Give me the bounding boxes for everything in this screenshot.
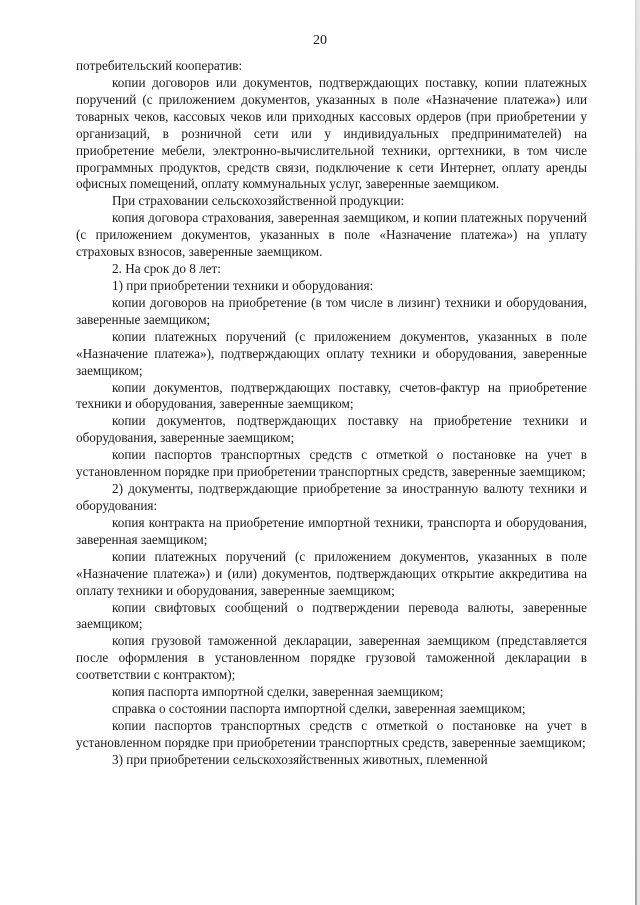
document-body bbox=[76, 58, 587, 769]
paragraph: При страховании сельскохозяйственной продукции: bbox=[112, 193, 405, 209]
paragraph: 2. На срок до 8 лет: bbox=[112, 261, 221, 277]
paragraph: копии паспортов транспортных средств с отметкой о постановке на учет в установленном порядке при приобретении транспортных средств, заверенные заемщиком; bbox=[76, 717, 587, 750]
paragraph: копии паспортов транспортных средств с отметкой о постановке на учет в установленном порядке при приобретении транспортных средств, заверенные заемщиком; bbox=[76, 447, 587, 480]
paragraph: копии документов, подтверждающих поставку на приобретение техники и оборудования, заверенные заемщиком; bbox=[76, 413, 587, 446]
paragraph: копии договоров на приобретение (в том числе в лизинг) техники и оборудования, заверенные заемщиком; bbox=[76, 294, 587, 327]
paragraph: копия грузовой таможенной декларации, заверенная заемщиком (представляется после оформления в установленном порядке грузовой таможенной декларации в соответствии с контрактом); bbox=[76, 633, 587, 683]
paragraph: копия договора страхования, заверенная заемщиком, и копии платежных поручений (с приложением документов, указанных в поле «Назначение платежа») на уплату страховых взносов, заверенные заемщиком. bbox=[76, 210, 587, 260]
paragraph: копии договоров или документов, подтверждающих поставку, копии платежных поручений (с приложением документов, указанных в поле «Назначение платежа») или товарных чеков, кассовых чеков или приходных кассовых ордеров (при приобретении у организаций, в розничной сети или у индивидуальных предпринимателей) на приобретение мебели, электронно-вычислительной техники, оргтехники, в том числе программных продуктов, средств связи, подключение к сети Интернет, оплату аренды офисных помещений, оплату коммунальных услуг, заверенные заемщиком. bbox=[76, 74, 587, 192]
paragraph: справка о состоянии паспорта импортной сделки, заверенная заемщиком; bbox=[112, 701, 526, 717]
paragraph: копии документов, подтверждающих поставку, счетов-фактур на приобретение техники и оборудования, заверенные заемщиком; bbox=[76, 379, 587, 412]
paragraph: 2) документы, подтверждающие приобретение за иностранную валюту техники и оборудования: bbox=[76, 481, 587, 513]
paragraph: копии свифтовых сообщений о подтверждении перевода валюты, заверенные заемщиком; bbox=[76, 599, 587, 632]
paragraph: потребительский кооператив: bbox=[76, 58, 243, 73]
paragraph: копии платежных поручений (с приложением документов, указанных в поле «Назначение платежа»), подтверждающих оплату техники и оборудования, заверенные заемщиком; bbox=[76, 328, 587, 378]
paragraph: копии платежных поручений (с приложением документов, указанных в поле «Назначение платежа») и (или) документов, подтверждающих открытие аккредитива на оплату техники и оборудования, заверенные заемщиком; bbox=[76, 548, 587, 598]
paragraph: 1) при приобретении техники и оборудования: bbox=[112, 277, 374, 293]
scan-edge-line bbox=[635, 0, 637, 905]
paragraph: 3) при приобретении сельскохозяйственных животных, племенной bbox=[112, 751, 488, 767]
paragraph: копия паспорта импортной сделки, заверенная заемщиком; bbox=[112, 684, 444, 700]
paragraph: копия контракта на приобретение импортной техники, транспорта и оборудования, заверенная заемщиком; bbox=[76, 514, 587, 547]
page-number: 20 bbox=[313, 33, 327, 48]
